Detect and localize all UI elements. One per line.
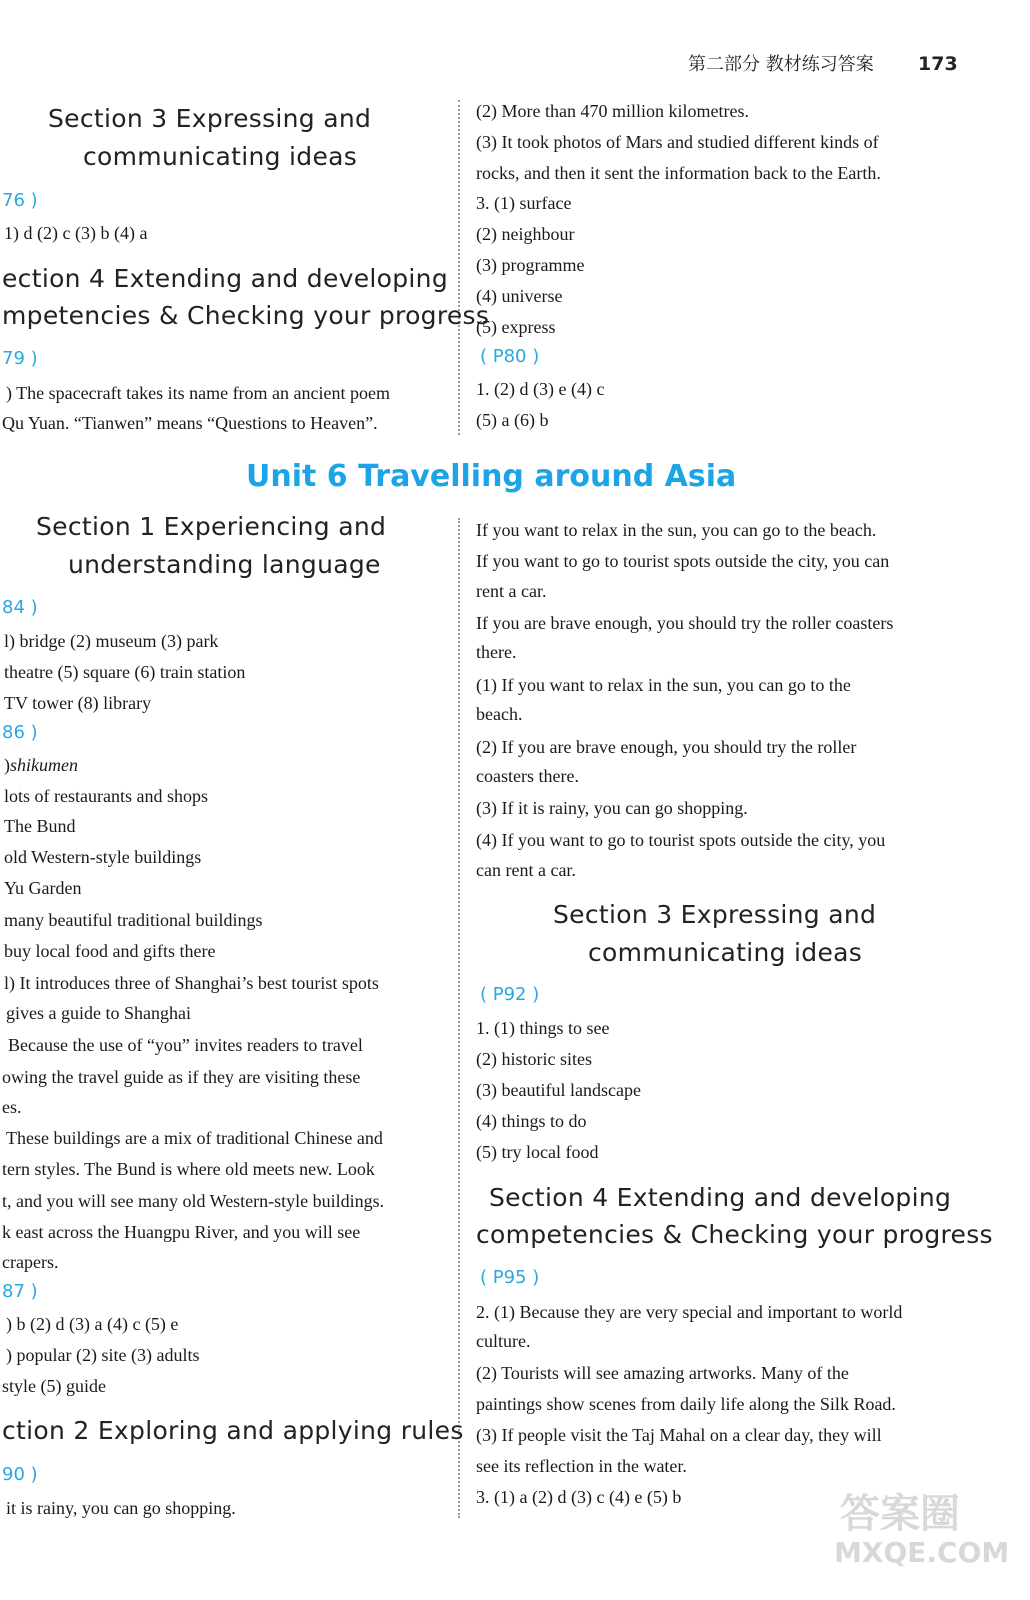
- answer-line: 1) d (2) c (3) b (4) a: [4, 223, 148, 243]
- answer-line: rocks, and then it sent the information back to the Earth.: [476, 163, 881, 183]
- answer-line: rent a car.: [476, 581, 547, 601]
- answer-line: k east across the Huangpu River, and you will see: [2, 1222, 361, 1242]
- answer-line: coasters there.: [476, 766, 579, 786]
- answer-line: culture.: [476, 1331, 531, 1351]
- answer-line: 2. (1) Because they are very special and important to world: [476, 1302, 903, 1322]
- page-ref-p76: 76 ): [2, 190, 38, 211]
- answer-line: (3) If it is rainy, you can go shopping.: [476, 798, 748, 818]
- answer-line: (4) universe: [476, 286, 563, 306]
- answer-line: (3) beautiful landscape: [476, 1080, 641, 1100]
- answer-line: lots of restaurants and shops: [4, 786, 208, 806]
- section2-heading: ction 2 Exploring and applying rules: [2, 1416, 464, 1445]
- answer-line: paintings show scenes from daily life along the Silk Road.: [476, 1394, 896, 1414]
- answer-line: ) popular (2) site (3) adults: [6, 1345, 200, 1365]
- answer-line: es.: [2, 1097, 22, 1117]
- answer-line: Qu Yuan. “Tianwen” means “Questions to Heaven”.: [2, 413, 378, 433]
- section1-heading-line1: Section 1 Experiencing and: [36, 512, 387, 541]
- answer-line: If you are brave enough, you should try the roller coasters: [476, 613, 894, 633]
- answer-line: (3) programme: [476, 255, 585, 275]
- answer-line: (3) It took photos of Mars and studied different kinds of: [476, 132, 879, 152]
- page-ref-p80: ( P80 ): [480, 346, 540, 367]
- answer-line: owing the travel guide as if they are visiting these: [2, 1067, 361, 1087]
- answer-line: (5) try local food: [476, 1142, 599, 1162]
- answer-line: beach.: [476, 704, 523, 724]
- page-ref-p86: 86 ): [2, 722, 38, 743]
- page-ref-p90: 90 ): [2, 1464, 38, 1485]
- section3-heading-line1: Section 3 Expressing and: [553, 900, 877, 929]
- answer-line: 3. (1) a (2) d (3) c (4) e (5) b: [476, 1487, 682, 1507]
- answer-line: (2) More than 470 million kilometres.: [476, 101, 749, 121]
- shikumen-term: shikumen: [10, 755, 78, 775]
- answer-line: (4) things to do: [476, 1111, 587, 1131]
- answer-line: l) bridge (2) museum (3) park: [4, 631, 219, 651]
- answer-line: theatre (5) square (6) train station: [4, 662, 246, 682]
- answer-line: 1. (2) d (3) e (4) c: [476, 379, 605, 399]
- page-ref-p92: ( P92 ): [480, 984, 540, 1005]
- answer-line: crapers.: [2, 1252, 59, 1272]
- answer-line: These buildings are a mix of traditional Chinese and: [6, 1128, 383, 1148]
- answer-line: (2) If you are brave enough, you should try the roller: [476, 737, 857, 757]
- section3-heading-line2: communicating ideas: [588, 938, 863, 967]
- section3-heading-line2: communicating ideas: [83, 142, 358, 171]
- column-divider-bottom: [458, 518, 460, 1518]
- answer-line: 1. (1) things to see: [476, 1018, 610, 1038]
- answer-line: ) b (2) d (3) a (4) c (5) e: [6, 1314, 179, 1334]
- answer-line: (3) If people visit the Taj Mahal on a clear day, they will: [476, 1425, 882, 1445]
- answer-line: t, and you will see many old Western-style buildings.: [2, 1191, 385, 1211]
- page-ref-p95: ( P95 ): [480, 1267, 540, 1288]
- section1-heading-line2: understanding language: [68, 550, 381, 579]
- answer-line: tern styles. The Bund is where old meets new. Look: [2, 1159, 375, 1179]
- answer-line: it is rainy, you can go shopping.: [6, 1498, 236, 1518]
- section3-heading-line1: Section 3 Expressing and: [48, 104, 372, 133]
- answer-line: gives a guide to Shanghai: [6, 1003, 191, 1023]
- answer-line: Yu Garden: [4, 878, 82, 898]
- page-number: 173: [918, 53, 958, 75]
- answer-line: buy local food and gifts there: [4, 941, 216, 961]
- section4-heading-line1: Section 4 Extending and developing: [489, 1183, 952, 1212]
- answer-line: l) It introduces three of Shanghai’s best tourist spots: [4, 973, 379, 993]
- section4-heading-line2: mpetencies & Checking your progress: [2, 301, 490, 330]
- page-header-title: 第二部分 教材练习答案: [688, 54, 874, 75]
- page-ref-p84: 84 ): [2, 597, 38, 618]
- answer-line: (1) If you want to relax in the sun, you can go to the: [476, 675, 851, 695]
- answer-line: TV tower (8) library: [4, 693, 152, 713]
- answer-line: (2) neighbour: [476, 224, 575, 244]
- answer-line: If you want to relax in the sun, you can go to the beach.: [476, 520, 877, 540]
- answer-line: The Bund: [4, 816, 76, 836]
- answer-line: (4) If you want to go to tourist spots outside the city, you: [476, 830, 886, 850]
- answer-line: style (5) guide: [2, 1376, 106, 1396]
- answer-line: see its reflection in the water.: [476, 1456, 687, 1476]
- answer-line: (2) historic sites: [476, 1049, 592, 1069]
- answer-line: ) The spacecraft takes its name from an ancient poem: [6, 383, 391, 403]
- column-divider-top: [458, 100, 460, 435]
- answer-line: 3. (1) surface: [476, 193, 572, 213]
- page-ref-p79: 79 ): [2, 348, 38, 369]
- page-ref-p87: 87 ): [2, 1281, 38, 1302]
- section4-heading-line1: ection 4 Extending and developing: [2, 264, 448, 293]
- answer-line: If you want to go to tourist spots outside the city, you can: [476, 551, 890, 571]
- answer-line: (2) Tourists will see amazing artworks. Many of the: [476, 1363, 849, 1383]
- watermark-logo: 答案圈: [840, 1491, 960, 1537]
- answer-line: Because the use of “you” invites readers to travel: [8, 1035, 363, 1055]
- section4-heading-line2: competencies & Checking your progress: [476, 1220, 993, 1249]
- answer-line: many beautiful traditional buildings: [4, 910, 263, 930]
- answer-line: can rent a car.: [476, 860, 576, 880]
- answer-line: old Western-style buildings: [4, 847, 202, 867]
- unit-title: Unit 6 Travelling around Asia: [246, 459, 737, 494]
- answer-line: there.: [476, 642, 517, 662]
- answer-line: (5) express: [476, 317, 556, 337]
- watermark-url: MXQE.COM: [834, 1536, 1010, 1569]
- answer-line: (5) a (6) b: [476, 410, 549, 430]
- answer-line: )shikumen: [4, 755, 78, 775]
